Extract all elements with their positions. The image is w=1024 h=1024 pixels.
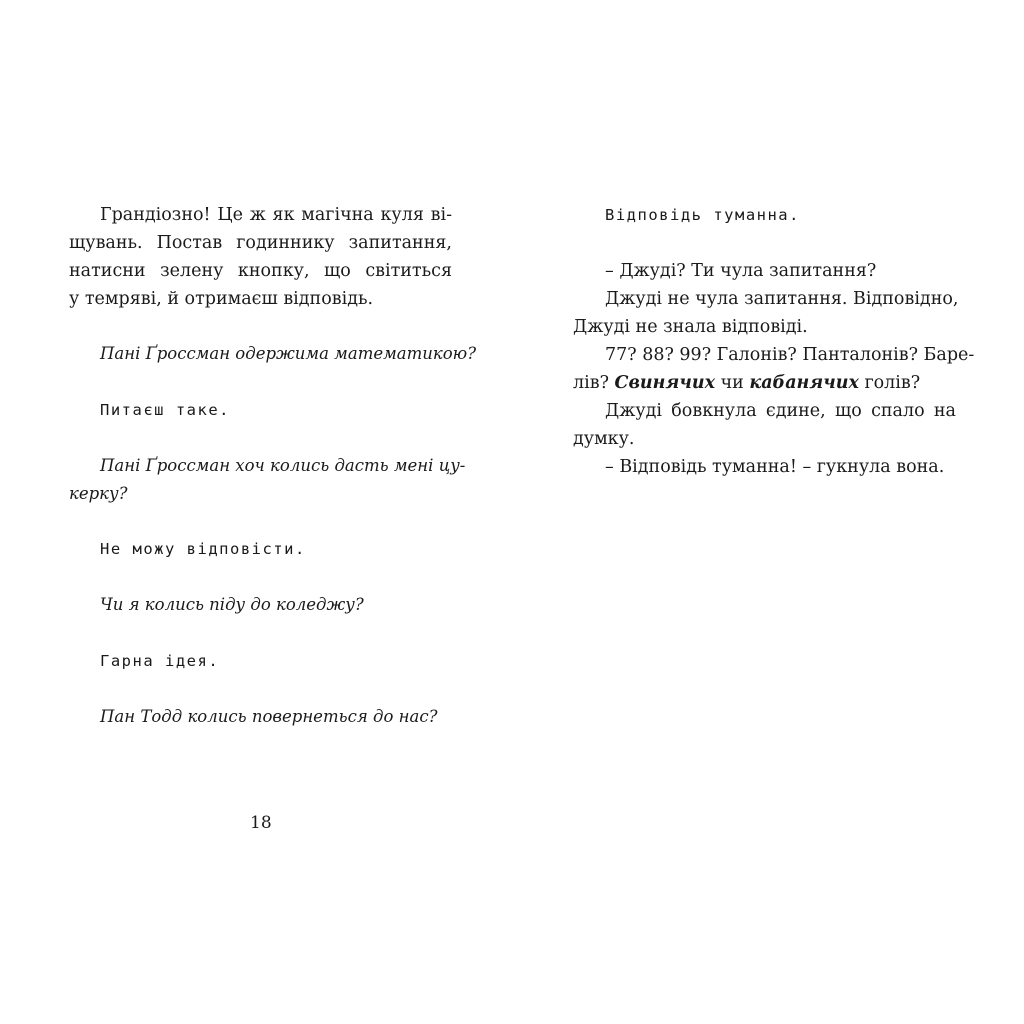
clock-answer: Гарна ідея. xyxy=(100,652,220,670)
question-text: Пан Тодд колись повернеться до нас? xyxy=(100,707,438,726)
paragraph-line: у темряві, й отримаєш відповідь. xyxy=(69,289,374,309)
paragraph-line: натисни зелену кнопку, що світиться xyxy=(69,261,452,281)
paragraph-line: Джуді не знала відповіді. xyxy=(573,317,808,337)
question-text: Пані Ґроссман хоч колись дасть мені цу- xyxy=(100,456,466,475)
emphasis-text: кабанячих xyxy=(749,373,859,393)
paragraph-line: – Відповідь туманна! – гукнула вона. xyxy=(605,457,945,477)
clock-answer: Питаєш таке. xyxy=(100,401,230,419)
page-number: 18 xyxy=(250,813,272,833)
paragraph-line: думку. xyxy=(573,429,635,449)
text-span: чи xyxy=(715,373,750,393)
text-span: лів? xyxy=(573,373,615,393)
paragraph-line xyxy=(573,369,920,397)
question-text: керку? xyxy=(69,484,128,503)
paragraph-line: – Джуді? Ти чула запитання? xyxy=(605,261,877,281)
paragraph-line: Джуді бовкнула єдине, що спало на xyxy=(605,401,956,421)
paragraph-line: 77? 88? 99? Галонів? Панталонів? Баре- xyxy=(605,345,975,365)
emphasis-text: Свинячих xyxy=(614,373,716,393)
paragraph-line: щувань. Постав годиннику запитання, xyxy=(69,233,452,253)
clock-answer: Відповідь туманна. xyxy=(605,206,800,224)
text-span: голів? xyxy=(858,373,921,393)
clock-answer: Не можу відповісти. xyxy=(100,540,306,558)
paragraph-line: Грандіозно! Це ж як магічна куля ві- xyxy=(100,205,452,225)
paragraph-line: Джуді не чула запитання. Відповідно, xyxy=(605,289,959,309)
question-text: Чи я колись піду до коледжу? xyxy=(100,595,364,614)
question-text: Пані Ґроссман одержима математикою? xyxy=(100,344,477,363)
